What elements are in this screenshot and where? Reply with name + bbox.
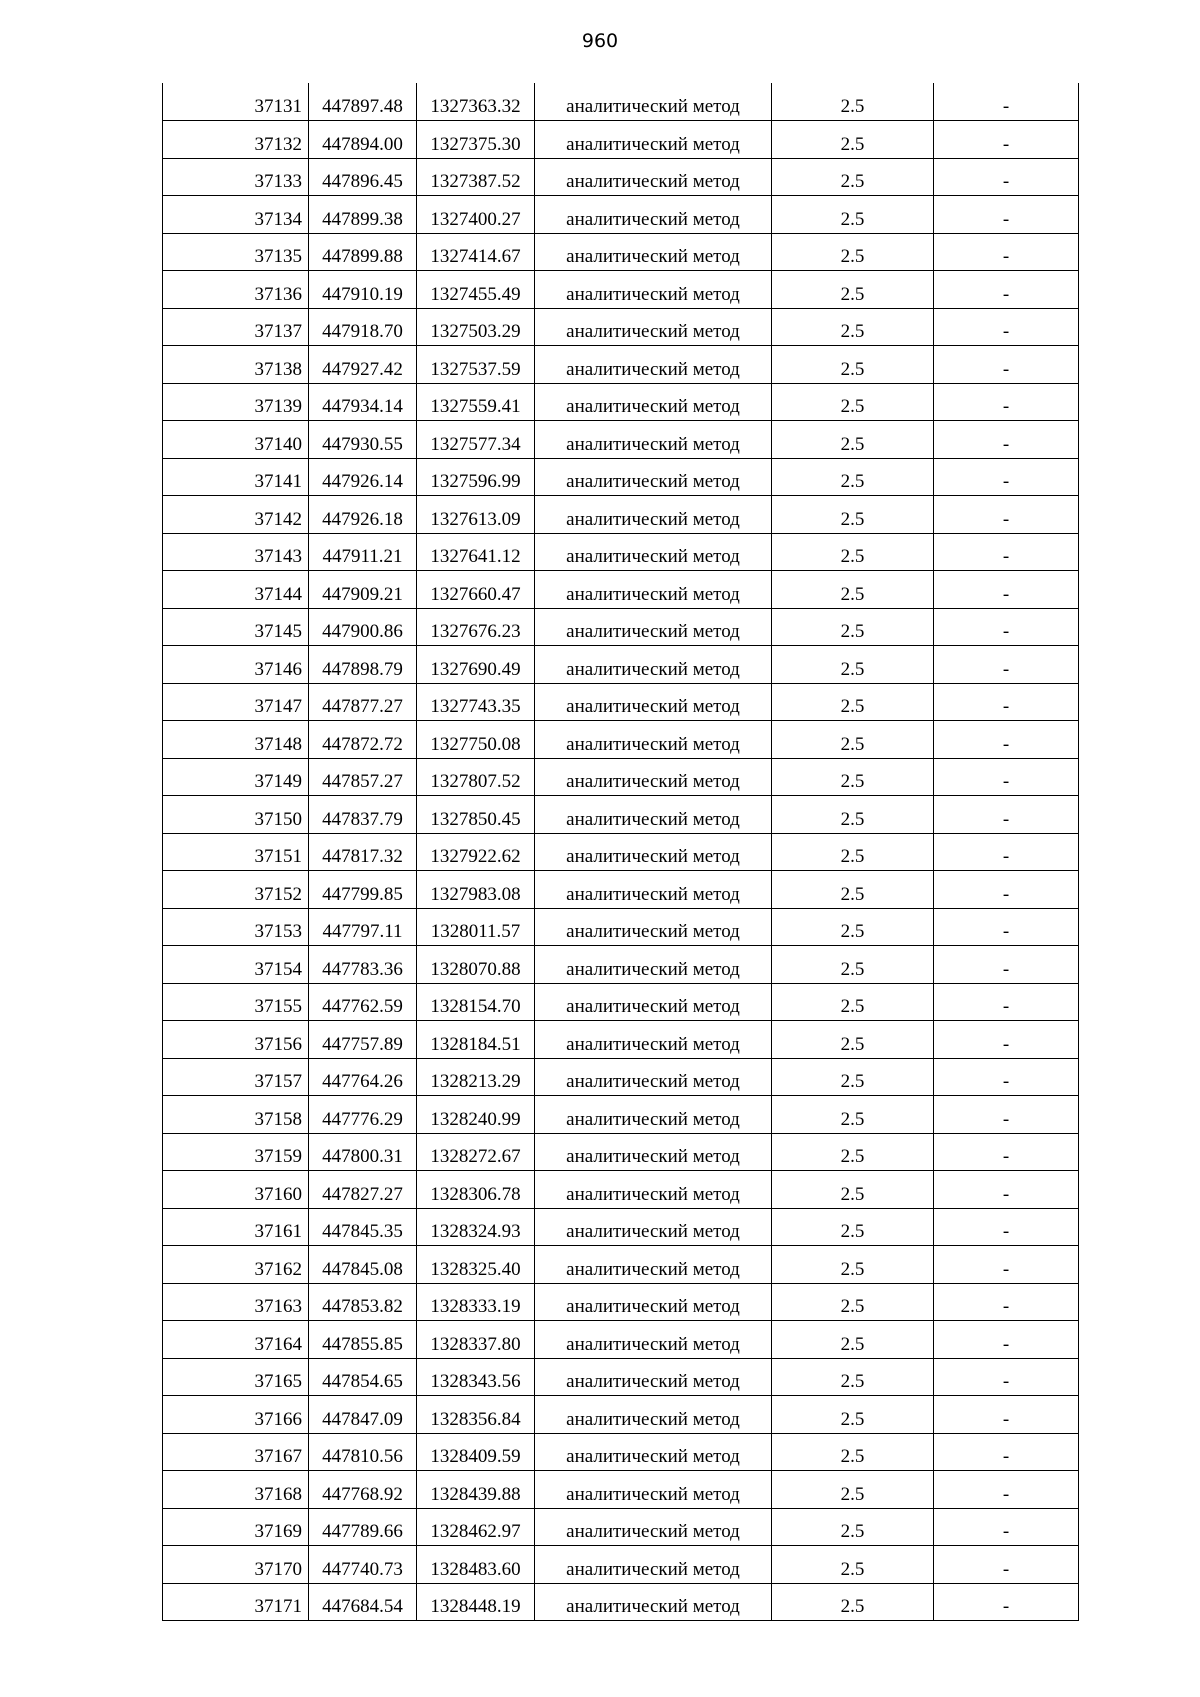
x-coordinate-cell: 447684.54 [309, 1583, 417, 1621]
y-coordinate-cell: 1327850.45 [417, 796, 535, 834]
table-row [163, 233, 1079, 271]
y-coordinate-cell: 1327375.30 [417, 121, 535, 159]
method-cell: аналитический метод [535, 871, 772, 909]
y-coordinate-cell: 1327676.23 [417, 608, 535, 646]
y-coordinate-cell: 1328325.40 [417, 1246, 535, 1284]
x-coordinate-cell: 447854.65 [309, 1358, 417, 1396]
method-cell: аналитический метод [535, 496, 772, 534]
point-number-cell: 37133 [163, 158, 309, 196]
table-row [163, 1208, 1079, 1246]
x-coordinate-cell: 447910.19 [309, 271, 417, 309]
y-coordinate-cell: 1327414.67 [417, 233, 535, 271]
method-cell: аналитический метод [535, 758, 772, 796]
x-coordinate-cell: 447845.35 [309, 1208, 417, 1246]
table-row [163, 346, 1079, 384]
x-coordinate-cell: 447898.79 [309, 646, 417, 684]
x-coordinate-cell: 447930.55 [309, 421, 417, 459]
method-cell: аналитический метод [535, 421, 772, 459]
y-coordinate-cell: 1328409.59 [417, 1433, 535, 1471]
table-row [163, 1246, 1079, 1284]
note-cell: - [934, 383, 1079, 421]
table-row [163, 1396, 1079, 1434]
accuracy-cell: 2.5 [772, 533, 934, 571]
note-cell: - [934, 533, 1079, 571]
point-number-cell: 37161 [163, 1208, 309, 1246]
method-cell: аналитический метод [535, 1208, 772, 1246]
y-coordinate-cell: 1328154.70 [417, 983, 535, 1021]
y-coordinate-cell: 1327613.09 [417, 496, 535, 534]
note-cell: - [934, 871, 1079, 909]
accuracy-cell: 2.5 [772, 1096, 934, 1134]
point-number-cell: 37152 [163, 871, 309, 909]
point-number-cell: 37155 [163, 983, 309, 1021]
y-coordinate-cell: 1327596.99 [417, 458, 535, 496]
note-cell: - [934, 608, 1079, 646]
note-cell: - [934, 721, 1079, 759]
accuracy-cell: 2.5 [772, 796, 934, 834]
accuracy-cell: 2.5 [772, 1021, 934, 1059]
method-cell: аналитический метод [535, 721, 772, 759]
y-coordinate-cell: 1327577.34 [417, 421, 535, 459]
x-coordinate-cell: 447740.73 [309, 1546, 417, 1584]
y-coordinate-cell: 1328462.97 [417, 1508, 535, 1546]
note-cell: - [934, 833, 1079, 871]
point-number-cell: 37159 [163, 1133, 309, 1171]
y-coordinate-cell: 1328333.19 [417, 1283, 535, 1321]
x-coordinate-cell: 447853.82 [309, 1283, 417, 1321]
table-row [163, 608, 1079, 646]
x-coordinate-cell: 447817.32 [309, 833, 417, 871]
x-coordinate-cell: 447847.09 [309, 1396, 417, 1434]
table-row [163, 683, 1079, 721]
accuracy-cell: 2.5 [772, 1358, 934, 1396]
point-number-cell: 37142 [163, 496, 309, 534]
note-cell: - [934, 908, 1079, 946]
accuracy-cell: 2.5 [772, 871, 934, 909]
point-number-cell: 37137 [163, 308, 309, 346]
method-cell: аналитический метод [535, 383, 772, 421]
table-row [163, 983, 1079, 1021]
accuracy-cell: 2.5 [772, 346, 934, 384]
table-row [163, 871, 1079, 909]
table-row [163, 308, 1079, 346]
point-number-cell: 37168 [163, 1471, 309, 1509]
accuracy-cell: 2.5 [772, 1171, 934, 1209]
table-row [163, 796, 1079, 834]
accuracy-cell: 2.5 [772, 833, 934, 871]
note-cell: - [934, 421, 1079, 459]
note-cell: - [934, 1058, 1079, 1096]
y-coordinate-cell: 1328324.93 [417, 1208, 535, 1246]
method-cell: аналитический метод [535, 458, 772, 496]
point-number-cell: 37154 [163, 946, 309, 984]
x-coordinate-cell: 447872.72 [309, 721, 417, 759]
point-number-cell: 37171 [163, 1583, 309, 1621]
note-cell: - [934, 1546, 1079, 1584]
accuracy-cell: 2.5 [772, 1508, 934, 1546]
method-cell: аналитический метод [535, 646, 772, 684]
accuracy-cell: 2.5 [772, 1283, 934, 1321]
x-coordinate-cell: 447783.36 [309, 946, 417, 984]
table-row [163, 121, 1079, 159]
note-cell: - [934, 1583, 1079, 1621]
accuracy-cell: 2.5 [772, 496, 934, 534]
point-number-cell: 37153 [163, 908, 309, 946]
table-row [163, 1471, 1079, 1509]
y-coordinate-cell: 1327363.32 [417, 83, 535, 121]
point-number-cell: 37147 [163, 683, 309, 721]
y-coordinate-cell: 1328184.51 [417, 1021, 535, 1059]
point-number-cell: 37131 [163, 83, 309, 121]
y-coordinate-cell: 1328448.19 [417, 1583, 535, 1621]
x-coordinate-cell: 447899.88 [309, 233, 417, 271]
accuracy-cell: 2.5 [772, 1133, 934, 1171]
y-coordinate-cell: 1327750.08 [417, 721, 535, 759]
point-number-cell: 37166 [163, 1396, 309, 1434]
table-row [163, 421, 1079, 459]
x-coordinate-cell: 447757.89 [309, 1021, 417, 1059]
x-coordinate-cell: 447900.86 [309, 608, 417, 646]
point-number-cell: 37138 [163, 346, 309, 384]
note-cell: - [934, 346, 1079, 384]
y-coordinate-cell: 1327690.49 [417, 646, 535, 684]
y-coordinate-cell: 1328343.56 [417, 1358, 535, 1396]
method-cell: аналитический метод [535, 1583, 772, 1621]
point-number-cell: 37165 [163, 1358, 309, 1396]
x-coordinate-cell: 447855.85 [309, 1321, 417, 1359]
table-row [163, 1508, 1079, 1546]
note-cell: - [934, 233, 1079, 271]
note-cell: - [934, 121, 1079, 159]
note-cell: - [934, 1321, 1079, 1359]
table-row [163, 1133, 1079, 1171]
note-cell: - [934, 496, 1079, 534]
accuracy-cell: 2.5 [772, 1321, 934, 1359]
y-coordinate-cell: 1327807.52 [417, 758, 535, 796]
method-cell: аналитический метод [535, 533, 772, 571]
note-cell: - [934, 1208, 1079, 1246]
accuracy-cell: 2.5 [772, 946, 934, 984]
note-cell: - [934, 758, 1079, 796]
y-coordinate-cell: 1327400.27 [417, 196, 535, 234]
table-row [163, 196, 1079, 234]
accuracy-cell: 2.5 [772, 1546, 934, 1584]
x-coordinate-cell: 447762.59 [309, 983, 417, 1021]
table-row [163, 533, 1079, 571]
method-cell: аналитический метод [535, 1283, 772, 1321]
note-cell: - [934, 683, 1079, 721]
page-number: 960 [581, 30, 619, 52]
method-cell: аналитический метод [535, 683, 772, 721]
x-coordinate-cell: 447909.21 [309, 571, 417, 609]
point-number-cell: 37135 [163, 233, 309, 271]
x-coordinate-cell: 447764.26 [309, 1058, 417, 1096]
x-coordinate-cell: 447789.66 [309, 1508, 417, 1546]
table-row [163, 271, 1079, 309]
accuracy-cell: 2.5 [772, 646, 934, 684]
x-coordinate-cell: 447927.42 [309, 346, 417, 384]
method-cell: аналитический метод [535, 946, 772, 984]
point-number-cell: 37167 [163, 1433, 309, 1471]
x-coordinate-cell: 447894.00 [309, 121, 417, 159]
point-number-cell: 37162 [163, 1246, 309, 1284]
note-cell: - [934, 458, 1079, 496]
note-cell: - [934, 158, 1079, 196]
point-number-cell: 37169 [163, 1508, 309, 1546]
y-coordinate-cell: 1328213.29 [417, 1058, 535, 1096]
accuracy-cell: 2.5 [772, 383, 934, 421]
note-cell: - [934, 796, 1079, 834]
x-coordinate-cell: 447799.85 [309, 871, 417, 909]
y-coordinate-cell: 1327983.08 [417, 871, 535, 909]
accuracy-cell: 2.5 [772, 608, 934, 646]
method-cell: аналитический метод [535, 1058, 772, 1096]
method-cell: аналитический метод [535, 1508, 772, 1546]
point-number-cell: 37150 [163, 796, 309, 834]
point-number-cell: 37132 [163, 121, 309, 159]
point-number-cell: 37163 [163, 1283, 309, 1321]
y-coordinate-cell: 1327455.49 [417, 271, 535, 309]
table-row [163, 1021, 1079, 1059]
note-cell: - [934, 1358, 1079, 1396]
table-row [163, 908, 1079, 946]
method-cell: аналитический метод [535, 158, 772, 196]
note-cell: - [934, 1171, 1079, 1209]
table-row [163, 646, 1079, 684]
accuracy-cell: 2.5 [772, 121, 934, 159]
point-number-cell: 37141 [163, 458, 309, 496]
note-cell: - [934, 1433, 1079, 1471]
point-number-cell: 37157 [163, 1058, 309, 1096]
method-cell: аналитический метод [535, 121, 772, 159]
table-row [163, 1358, 1079, 1396]
table-row [163, 946, 1079, 984]
x-coordinate-cell: 447897.48 [309, 83, 417, 121]
point-number-cell: 37164 [163, 1321, 309, 1359]
x-coordinate-cell: 447926.18 [309, 496, 417, 534]
table-row [163, 1321, 1079, 1359]
x-coordinate-cell: 447800.31 [309, 1133, 417, 1171]
y-coordinate-cell: 1328011.57 [417, 908, 535, 946]
x-coordinate-cell: 447911.21 [309, 533, 417, 571]
point-number-cell: 37139 [163, 383, 309, 421]
point-number-cell: 37148 [163, 721, 309, 759]
accuracy-cell: 2.5 [772, 758, 934, 796]
accuracy-cell: 2.5 [772, 1396, 934, 1434]
y-coordinate-cell: 1327503.29 [417, 308, 535, 346]
note-cell: - [934, 308, 1079, 346]
point-number-cell: 37144 [163, 571, 309, 609]
y-coordinate-cell: 1327387.52 [417, 158, 535, 196]
y-coordinate-cell: 1328483.60 [417, 1546, 535, 1584]
method-cell: аналитический метод [535, 908, 772, 946]
table-row [163, 721, 1079, 759]
y-coordinate-cell: 1327743.35 [417, 683, 535, 721]
point-number-cell: 37136 [163, 271, 309, 309]
x-coordinate-cell: 447896.45 [309, 158, 417, 196]
table-body [163, 83, 1079, 1621]
accuracy-cell: 2.5 [772, 458, 934, 496]
y-coordinate-cell: 1328356.84 [417, 1396, 535, 1434]
table-row [163, 833, 1079, 871]
method-cell: аналитический метод [535, 983, 772, 1021]
y-coordinate-cell: 1327559.41 [417, 383, 535, 421]
note-cell: - [934, 1396, 1079, 1434]
method-cell: аналитический метод [535, 83, 772, 121]
note-cell: - [934, 83, 1079, 121]
point-number-cell: 37140 [163, 421, 309, 459]
x-coordinate-cell: 447810.56 [309, 1433, 417, 1471]
x-coordinate-cell: 447845.08 [309, 1246, 417, 1284]
x-coordinate-cell: 447934.14 [309, 383, 417, 421]
method-cell: аналитический метод [535, 571, 772, 609]
note-cell: - [934, 1021, 1079, 1059]
note-cell: - [934, 1096, 1079, 1134]
x-coordinate-cell: 447776.29 [309, 1096, 417, 1134]
note-cell: - [934, 646, 1079, 684]
y-coordinate-cell: 1328439.88 [417, 1471, 535, 1509]
accuracy-cell: 2.5 [772, 721, 934, 759]
method-cell: аналитический метод [535, 1021, 772, 1059]
method-cell: аналитический метод [535, 308, 772, 346]
x-coordinate-cell: 447926.14 [309, 458, 417, 496]
table-row [163, 1546, 1079, 1584]
y-coordinate-cell: 1328306.78 [417, 1171, 535, 1209]
method-cell: аналитический метод [535, 1471, 772, 1509]
note-cell: - [934, 571, 1079, 609]
accuracy-cell: 2.5 [772, 421, 934, 459]
note-cell: - [934, 1471, 1079, 1509]
table-row [163, 1058, 1079, 1096]
x-coordinate-cell: 447899.38 [309, 196, 417, 234]
note-cell: - [934, 946, 1079, 984]
accuracy-cell: 2.5 [772, 908, 934, 946]
method-cell: аналитический метод [535, 346, 772, 384]
accuracy-cell: 2.5 [772, 1246, 934, 1284]
note-cell: - [934, 983, 1079, 1021]
x-coordinate-cell: 447827.27 [309, 1171, 417, 1209]
method-cell: аналитический метод [535, 271, 772, 309]
y-coordinate-cell: 1327537.59 [417, 346, 535, 384]
accuracy-cell: 2.5 [772, 196, 934, 234]
point-number-cell: 37149 [163, 758, 309, 796]
note-cell: - [934, 271, 1079, 309]
accuracy-cell: 2.5 [772, 308, 934, 346]
accuracy-cell: 2.5 [772, 271, 934, 309]
method-cell: аналитический метод [535, 608, 772, 646]
y-coordinate-cell: 1327641.12 [417, 533, 535, 571]
x-coordinate-cell: 447877.27 [309, 683, 417, 721]
table-row [163, 458, 1079, 496]
y-coordinate-cell: 1328337.80 [417, 1321, 535, 1359]
accuracy-cell: 2.5 [772, 1433, 934, 1471]
accuracy-cell: 2.5 [772, 983, 934, 1021]
table-row [163, 1583, 1079, 1621]
method-cell: аналитический метод [535, 1321, 772, 1359]
point-number-cell: 37158 [163, 1096, 309, 1134]
method-cell: аналитический метод [535, 1171, 772, 1209]
method-cell: аналитический метод [535, 1096, 772, 1134]
point-number-cell: 37160 [163, 1171, 309, 1209]
accuracy-cell: 2.5 [772, 1583, 934, 1621]
y-coordinate-cell: 1327660.47 [417, 571, 535, 609]
method-cell: аналитический метод [535, 1546, 772, 1584]
coordinates-table [162, 83, 1079, 1621]
table-row [163, 1283, 1079, 1321]
point-number-cell: 37170 [163, 1546, 309, 1584]
x-coordinate-cell: 447768.92 [309, 1471, 417, 1509]
x-coordinate-cell: 447918.70 [309, 308, 417, 346]
y-coordinate-cell: 1328272.67 [417, 1133, 535, 1171]
method-cell: аналитический метод [535, 233, 772, 271]
accuracy-cell: 2.5 [772, 83, 934, 121]
point-number-cell: 37151 [163, 833, 309, 871]
accuracy-cell: 2.5 [772, 1208, 934, 1246]
note-cell: - [934, 1283, 1079, 1321]
point-number-cell: 37156 [163, 1021, 309, 1059]
method-cell: аналитический метод [535, 833, 772, 871]
table-row [163, 83, 1079, 121]
table-row [163, 758, 1079, 796]
x-coordinate-cell: 447857.27 [309, 758, 417, 796]
method-cell: аналитический метод [535, 196, 772, 234]
point-number-cell: 37143 [163, 533, 309, 571]
point-number-cell: 37146 [163, 646, 309, 684]
y-coordinate-cell: 1328240.99 [417, 1096, 535, 1134]
method-cell: аналитический метод [535, 1246, 772, 1284]
method-cell: аналитический метод [535, 796, 772, 834]
accuracy-cell: 2.5 [772, 1058, 934, 1096]
table-row [163, 1171, 1079, 1209]
table-row [163, 571, 1079, 609]
y-coordinate-cell: 1328070.88 [417, 946, 535, 984]
note-cell: - [934, 1508, 1079, 1546]
note-cell: - [934, 1246, 1079, 1284]
method-cell: аналитический метод [535, 1358, 772, 1396]
method-cell: аналитический метод [535, 1133, 772, 1171]
note-cell: - [934, 196, 1079, 234]
method-cell: аналитический метод [535, 1433, 772, 1471]
x-coordinate-cell: 447797.11 [309, 908, 417, 946]
table-row [163, 1096, 1079, 1134]
point-number-cell: 37134 [163, 196, 309, 234]
accuracy-cell: 2.5 [772, 683, 934, 721]
table-row [163, 383, 1079, 421]
x-coordinate-cell: 447837.79 [309, 796, 417, 834]
accuracy-cell: 2.5 [772, 571, 934, 609]
table-row [163, 1433, 1079, 1471]
table-row [163, 496, 1079, 534]
y-coordinate-cell: 1327922.62 [417, 833, 535, 871]
accuracy-cell: 2.5 [772, 1471, 934, 1509]
point-number-cell: 37145 [163, 608, 309, 646]
method-cell: аналитический метод [535, 1396, 772, 1434]
accuracy-cell: 2.5 [772, 158, 934, 196]
note-cell: - [934, 1133, 1079, 1171]
table-row [163, 158, 1079, 196]
accuracy-cell: 2.5 [772, 233, 934, 271]
